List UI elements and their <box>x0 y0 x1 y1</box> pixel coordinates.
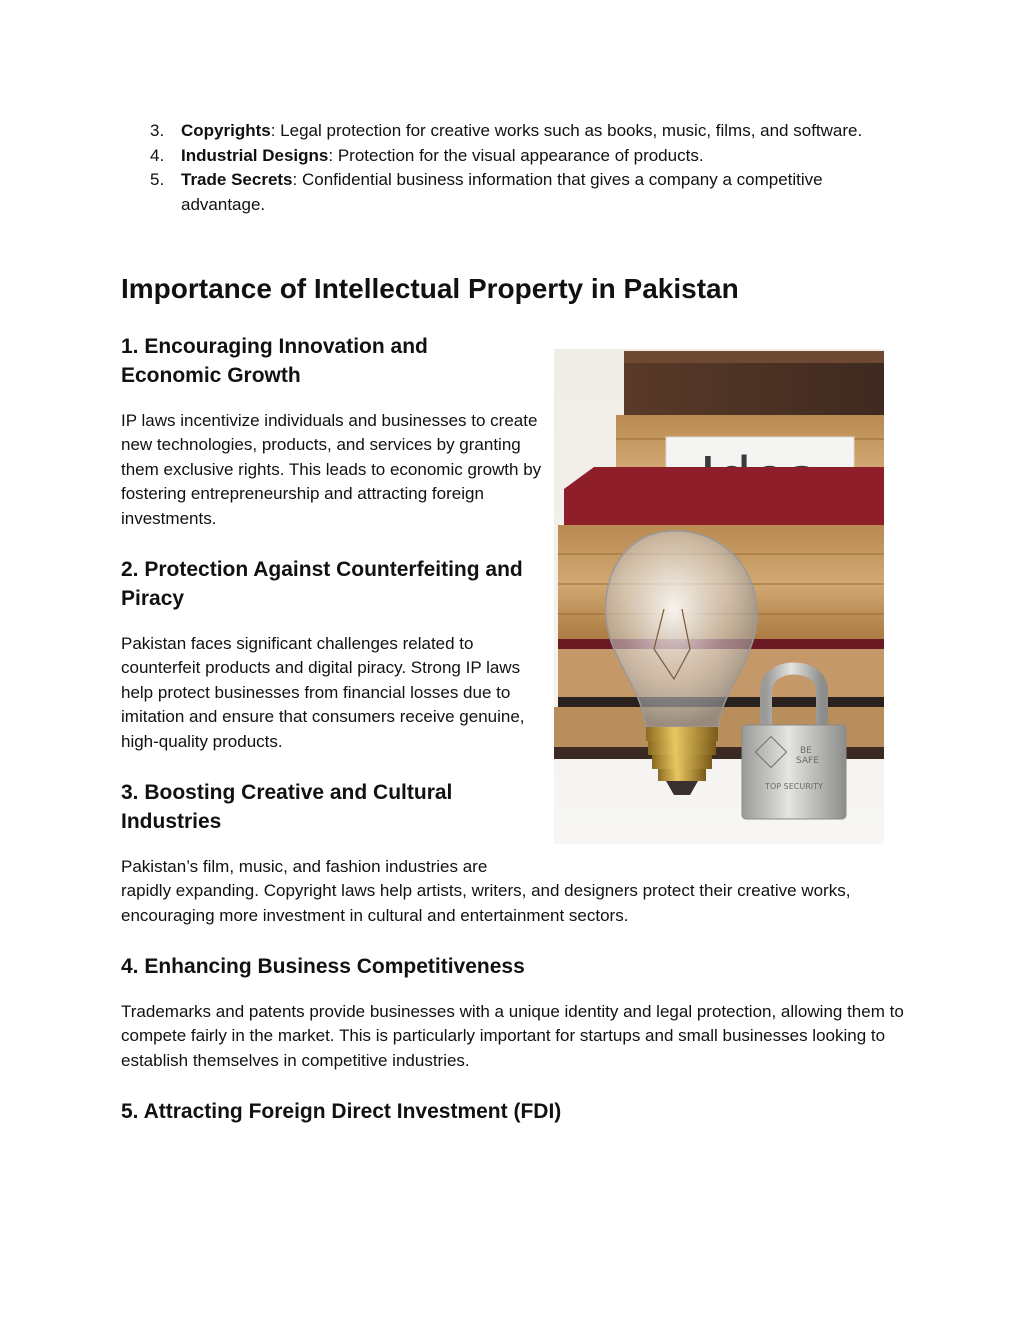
heading-line: Economic Growth <box>121 364 301 387</box>
list-description: : Protection for the visual appearance of products. <box>328 145 704 165</box>
list-term: Industrial Designs <box>181 145 329 165</box>
section-body-innovation: IP laws incentivize individuals and businesses to create new technologies, products, and services by granting them exclusive rights. This leads to economic growth by fostering entrepreneurship and attracting foreign investments. <box>121 411 542 528</box>
list-number: 4. <box>150 145 165 165</box>
ip-types-list <box>121 119 911 217</box>
idea-books-lightbulb-photo <box>554 349 884 844</box>
list-number: 5. <box>150 170 165 189</box>
list-term: Copyrights <box>181 121 271 140</box>
body-line: Pakistan’s film, music, and fashion industries are <box>121 857 488 876</box>
lock-text-be: BE <box>800 746 812 756</box>
heading-line: 3. Boosting Creative and Cultural <box>121 781 453 804</box>
heading-line: Industries <box>121 810 222 833</box>
lock-text-security: TOP SECURITY <box>765 782 823 791</box>
section-heading-innovation <box>121 332 541 390</box>
section-body-counterfeiting: Pakistan faces significant challenges related to counterfeit products and digital piracy. Strong IP laws help protect businesses from financial losses due to imitation and ensure that consumers receive genuine, high-quality products. <box>121 634 525 751</box>
list-item <box>121 168 911 217</box>
section-heading-creative <box>121 778 541 836</box>
heading-line: 2. Protection Against Counterfeiting and <box>121 558 523 581</box>
section-heading-counterfeiting <box>121 555 551 613</box>
section-body-creative <box>121 855 911 928</box>
list-term: Trade Secrets <box>181 170 293 189</box>
main-heading: Importance of Intellectual Property in Pakistan <box>121 273 739 304</box>
list-description: : Confidential business information that gives a company a competitive advantage. <box>181 170 823 214</box>
list-description: : Legal protection for creative works such as books, music, films, and software. <box>270 121 863 140</box>
list-number: 3. <box>150 121 165 140</box>
heading-line: Piracy <box>121 587 185 610</box>
lock-text-safe: SAFE <box>796 756 819 766</box>
list-item <box>121 119 911 144</box>
section-heading-fdi: 5. Attracting Foreign Direct Investment (FDI) <box>121 1100 562 1123</box>
section-heading-competitiveness: 4. Enhancing Business Competitiveness <box>121 955 525 978</box>
list-item <box>121 144 911 169</box>
heading-line: 1. Encouraging Innovation and <box>121 335 428 358</box>
section-body-competitiveness: Trademarks and patents provide businesses with a unique identity and legal protection, allowing them to compete fairly in the market. This is particularly important for startups and small businesses looking to establish themselves in competitive industries. <box>121 1002 904 1070</box>
body-line: rapidly expanding. Copyright laws help artists, writers, and designers protect their creative works, encouraging more investment in cultural and entertainment sectors. <box>121 881 851 925</box>
